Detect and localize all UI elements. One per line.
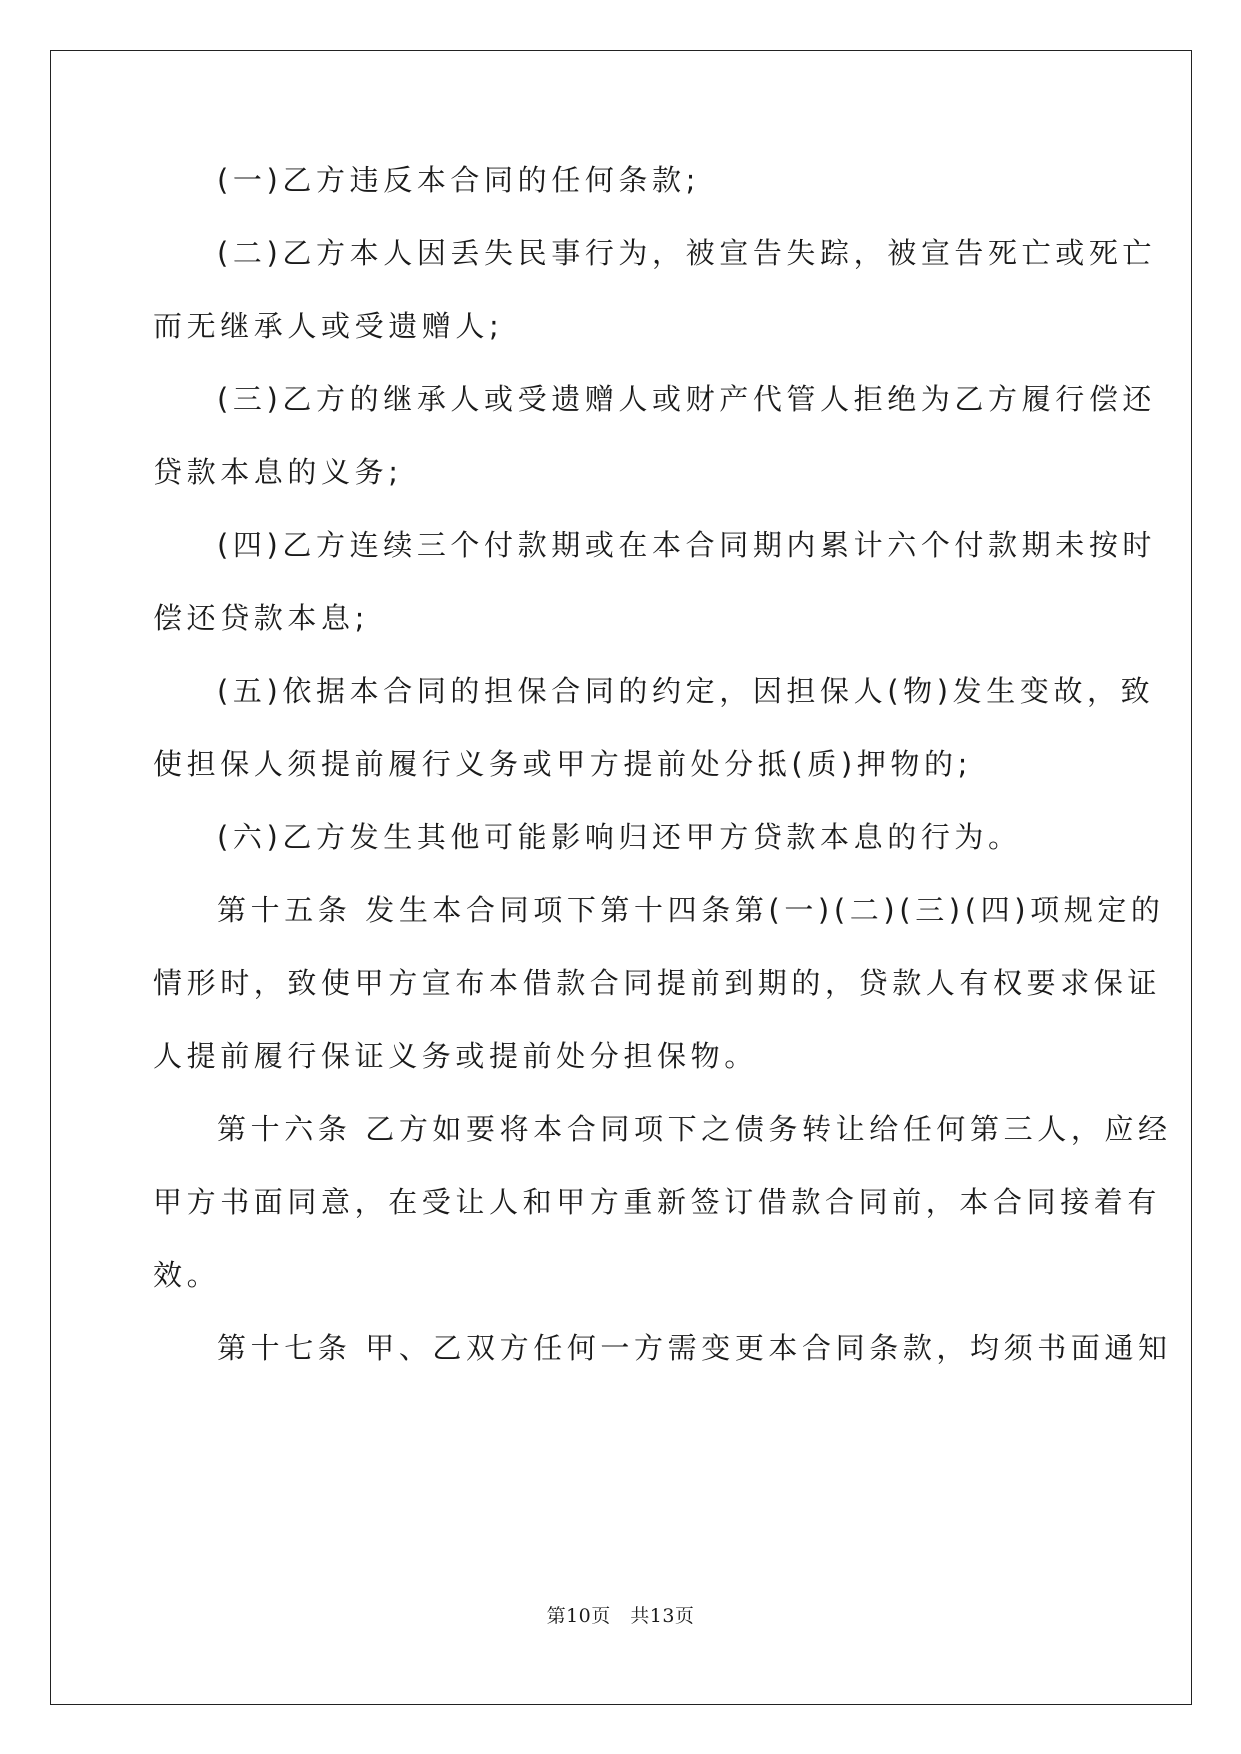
clause-line: (四)乙方连续三个付款期或在本合同期内累计六个付款期未按时 bbox=[217, 528, 1157, 562]
article-15-line: 人提前履行保证义务或提前处分担保物。 bbox=[153, 1039, 758, 1073]
page-border bbox=[50, 50, 1192, 1705]
clause-line: 使担保人须提前履行义务或甲方提前处分抵(质)押物的; bbox=[153, 747, 972, 781]
article-16-line: 甲方书面同意，在受让人和甲方重新签订借款合同前，本合同接着有 bbox=[153, 1185, 1162, 1219]
article-17-line: 第十七条 甲、乙双方任何一方需变更本合同条款，均须书面通知 bbox=[217, 1331, 1172, 1365]
article-16-line: 效。 bbox=[153, 1258, 221, 1292]
article-15-line: 第十五条 发生本合同项下第十四条第(一)(二)(三)(四)项规定的 bbox=[217, 893, 1165, 927]
page-number-footer: 第10页 共13页 bbox=[546, 1605, 695, 1627]
clause-line: 而无继承人或受遗赠人; bbox=[153, 309, 504, 343]
clause-line: (三)乙方的继承人或受遗赠人或财产代管人拒绝为乙方履行偿还 bbox=[217, 382, 1157, 416]
clause-line: 偿还贷款本息; bbox=[153, 601, 369, 635]
clause-line: 贷款本息的义务; bbox=[153, 455, 403, 489]
article-15-line: 情形时，致使甲方宣布本借款合同提前到期的，贷款人有权要求保证 bbox=[153, 966, 1162, 1000]
article-16-line: 第十六条 乙方如要将本合同项下之债务转让给任何第三人，应经 bbox=[217, 1112, 1172, 1146]
clause-line: (五)依据本合同的担保合同的约定，因担保人(物)发生变故，致 bbox=[217, 674, 1155, 708]
clause-line: (一)乙方违反本合同的任何条款; bbox=[217, 163, 700, 197]
clause-line: (二)乙方本人因丢失民事行为，被宣告失踪，被宣告死亡或死亡 bbox=[217, 236, 1157, 270]
clause-line: (六)乙方发生其他可能影响归还甲方贷款本息的行为。 bbox=[217, 820, 1022, 854]
